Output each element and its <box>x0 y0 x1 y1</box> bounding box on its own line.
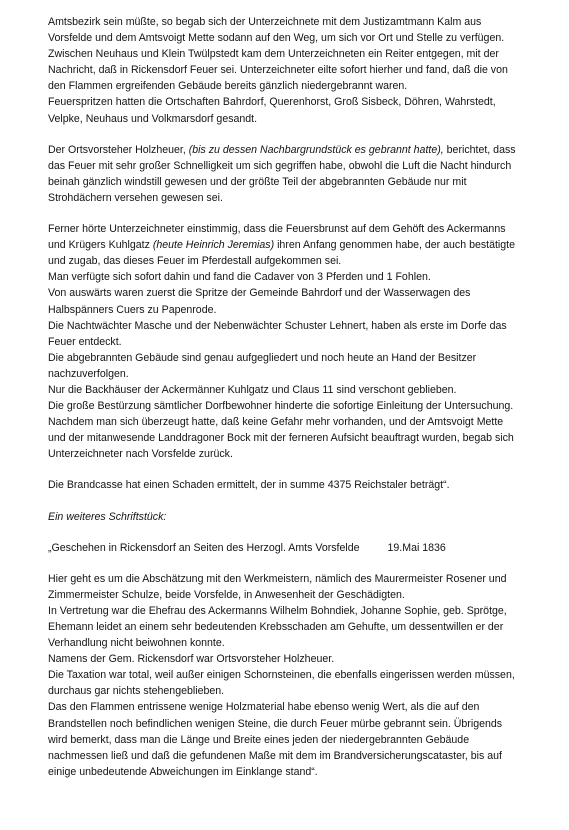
text-run: Namens der Gem. Rickensdorf war Ortsvorsteher Holzheuer. <box>48 653 335 666</box>
text-run: nachzuverfolgen. <box>48 367 129 380</box>
paragraph <box>48 14 547 127</box>
paragraph <box>48 142 547 206</box>
text-line <box>48 571 547 587</box>
text-line <box>48 414 547 430</box>
text-line <box>48 237 547 253</box>
italic-text: (bis zu dessen Nachbargrundstück es gebrannt hatte), <box>188 143 444 156</box>
text-run: Nachdem man sich überzeugt hatte, daß keine Gefahr mehr vorhanden, und der Amtsvoigt Mette <box>48 416 504 429</box>
text-line <box>48 587 547 603</box>
text-line <box>48 748 547 764</box>
paragraph <box>48 509 547 525</box>
text-run: Der Ortsvorsteher Holzheuer, <box>48 143 189 156</box>
text-line <box>48 158 547 174</box>
text-run: Unterzeichneter nach Vorsfelde zurück. <box>48 448 233 461</box>
text-run: Zimmermeister Schulze, beide Vorsfelde, in Anwesenheit der Geschädigten. <box>48 588 405 601</box>
text-line <box>48 366 547 382</box>
text-line <box>48 540 547 556</box>
text-run: Ehemann leidet an einem sehr bedeutenden Krebsschaden am Gehufte, um dessentwillen er der <box>48 621 504 633</box>
text-run: Halbspänners Cuers zu Papenrode. <box>48 303 217 316</box>
text-line <box>48 382 547 398</box>
text-run: Verhandlung nicht beiwohnen konnte. <box>48 637 225 650</box>
text-line <box>48 94 547 110</box>
text-run: nachmessen ließ und daß die gefundenen Maße mit dem im Brandversicherungscataster, bis auf <box>48 749 503 762</box>
text-line <box>48 302 547 318</box>
text-run: Die abgebrannten Gebäude sind genau aufgegliedert und noch heute an Hand der Besitzer <box>48 351 477 364</box>
text-run: Feuer entdeckt. <box>48 335 122 348</box>
text-line <box>48 509 547 525</box>
text-line <box>48 142 547 158</box>
text-run: Von auswärts waren zuerst die Spritze der Gemeinde Bahrdorf und der Wasserwagen des <box>48 287 471 300</box>
text-run: Nachricht, daß in Rickensdorf Feuer sei. Unterzeichneter eilte sofort hierher und fand, daß die von <box>48 64 508 77</box>
text-run: Das den Flammen entrissene wenige Holzmaterial habe ebenso wenig Wert, als die auf den <box>48 701 480 714</box>
text-run: Die Taxation war total, weil außer einigen Schornsteinen, die ebenfalls eingerissen werden müssen, <box>48 669 515 682</box>
text-line <box>48 716 547 732</box>
text-line <box>48 78 547 94</box>
text-run: beinah gänzlich windstill gewesen und der größte Teil der abgebrannten Gebäude nur mit <box>48 175 467 188</box>
text-line <box>48 764 547 780</box>
text-line <box>48 350 547 366</box>
text-run: einige unbedeutende Abweichungen im Einklange stand“. <box>48 765 318 778</box>
italic-text: (heute Heinrich Jeremias) <box>152 239 275 252</box>
text-line <box>48 174 547 190</box>
text-line <box>48 477 547 493</box>
text-line <box>48 46 547 62</box>
text-line <box>48 111 547 127</box>
text-line <box>48 699 547 715</box>
text-run: Velpke, Neuhaus und Volkmarsdorf gesandt. <box>48 112 258 125</box>
text-run: Die Nachtwächter Masche und der Nebenwächter Schuster Lehnert, haben als erste im Dorfe das <box>48 319 507 332</box>
text-run: In Vertretung war die Ehefrau des Ackermanns Wilhelm Bohndiek, Johanne Sophie, geb. Sprötge, <box>48 604 507 617</box>
text-run: durchaus gar nichts stehengeblieben. <box>48 685 225 698</box>
italic-text: Ein weiteres Schriftstück: <box>48 510 167 523</box>
text-run: Ferner hörte Unterzeichneter einstimmig, dass die Feuersbrunst auf dem Gehöft des Ackermanns <box>48 223 506 236</box>
text-run: Feuerspritzen hatten die Ortschaften Bahrdorf, Querenhorst, Groß Sisbeck, Döhren, Wahrstedt, <box>48 96 496 109</box>
text-run: wird bemerkt, dass man die Länge und Breite eines jeden der niedergebrannten Gebäude <box>48 733 470 746</box>
text-run: Hier geht es um die Abschätzung mit den Werkmeistern, nämlich des Maurermeister Rosener und <box>48 572 507 585</box>
text-line <box>48 603 547 619</box>
text-line <box>48 334 547 350</box>
text-run: und Krügers Kuhlgatz <box>48 239 153 252</box>
text-line <box>48 732 547 748</box>
text-run: Amtsbezirk sein müßte, so begab sich der Unterzeichnete mit dem Justizamtmann Kalm aus <box>48 16 482 28</box>
text-line <box>48 619 547 635</box>
text-run: den Flammen ergreifenden Gebäude bereits gänzlich niedergebrannt waren. <box>48 80 408 93</box>
text-line <box>48 667 547 683</box>
text-run: Vorsfelde und dem Amtsvoigt Mette sodann auf den Weg, um sich vor Ort und Stelle zu verfügen. <box>48 32 505 45</box>
text-run: ihren Anfang genommen habe, der auch bestätigte <box>274 239 516 252</box>
text-run: Nur die Backhäuser der Ackermänner Kuhlgatz und Claus 11 sind verschont geblieben. <box>48 383 457 396</box>
text-line <box>48 221 547 237</box>
text-run: Strohdächern versehen gewesen sei. <box>48 191 223 204</box>
text-run: 19.Mai 1836 <box>387 541 446 554</box>
text-run: berichtet, dass <box>443 143 516 156</box>
text-line <box>48 190 547 206</box>
text-line <box>48 651 547 667</box>
text-line <box>48 253 547 269</box>
text-line <box>48 430 547 446</box>
paragraph <box>48 477 547 493</box>
text-run: und zugab, das dieses Feuer im Pferdestall aufgekommen sei. <box>48 255 342 268</box>
text-run: Zwischen Neuhaus und Klein Twülpstedt kam dem Unterzeichneten ein Reiter entgegen, mit der <box>48 48 499 61</box>
text-line <box>48 62 547 78</box>
text-run: und der mitanwesende Landdragoner Bock mit der ferneren Aufsicht beauftragt wurden, begab sich <box>48 432 514 445</box>
paragraph <box>48 540 547 556</box>
text-line <box>48 398 547 414</box>
text-line <box>48 14 547 30</box>
paragraph <box>48 571 547 780</box>
text-line <box>48 269 547 285</box>
text-run: Die große Bestürzung sämtlicher Dorfbewohner hinderte die sofortige Einleitung der Untersuchung. <box>48 400 514 413</box>
text-line <box>48 446 547 462</box>
text-run: Brandstellen noch befindlichen wenigen Steine, die durch Feuer mürbe gebrannt sein. Übrigends <box>48 717 503 730</box>
text-run: Man verfügte sich sofort dahin und fand die Cadaver von 3 Pferden und 1 Fohlen. <box>48 271 431 284</box>
paragraph <box>48 221 547 462</box>
text-line <box>48 30 547 46</box>
text-line <box>48 635 547 651</box>
text-run: „Geschehen in Rickensdorf an Seiten des Herzogl. Amts Vorsfelde <box>48 541 360 554</box>
text-line <box>48 683 547 699</box>
text-line <box>48 318 547 334</box>
text-run: das Feuer mit sehr großer Schnelligkeit um sich gegriffen habe, obwohl die Luft die Nacht hindurch <box>48 159 512 172</box>
text-run: Die Brandcasse hat einen Schaden ermittelt, der in summe 4375 Reichstaler beträgt“. <box>48 479 450 492</box>
text-line <box>48 285 547 301</box>
